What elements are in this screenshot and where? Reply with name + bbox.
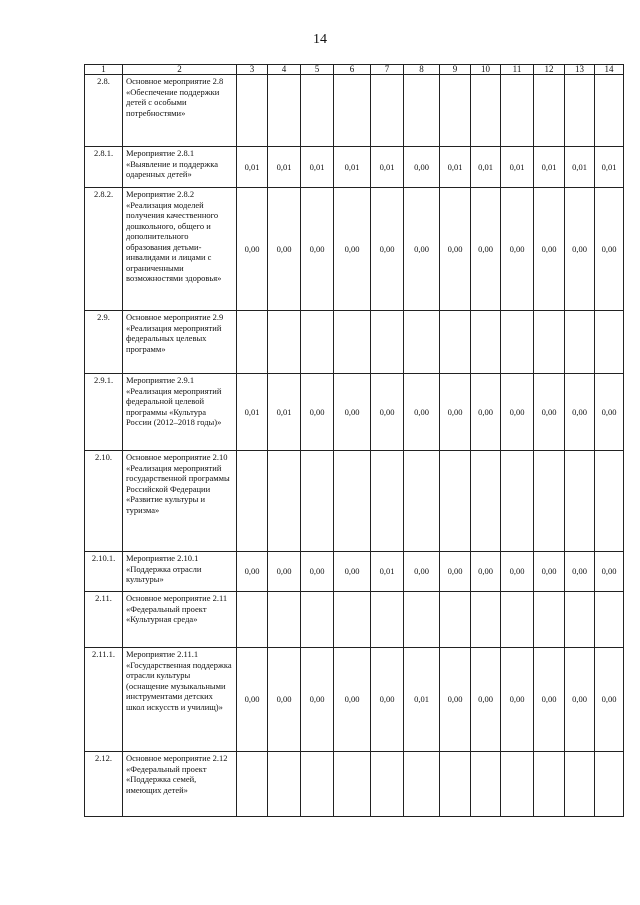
value-cell <box>334 752 371 817</box>
table-row <box>85 374 624 451</box>
value-cell: 0,00 <box>565 188 595 311</box>
value-cell: 0,00 <box>595 552 624 592</box>
row-number: 2.8. <box>85 75 123 147</box>
table-row <box>85 451 624 552</box>
value-cell <box>404 75 440 147</box>
row-title: Основное мероприятие 2.10 «Реализация мероприятий государственной программы Российской Федерации «Развитие культуры и туризма» <box>123 451 237 552</box>
value-cell <box>534 75 565 147</box>
value-cell: 0,00 <box>534 374 565 451</box>
value-cell <box>404 752 440 817</box>
value-cell <box>371 592 404 648</box>
value-cell: 0,01 <box>301 147 334 188</box>
value-cell: 0,00 <box>595 374 624 451</box>
column-header: 2 <box>123 65 237 75</box>
table-row <box>85 592 624 648</box>
row-title: Основное мероприятие 2.8 «Обеспечение поддержки детей с особыми потребностями» <box>123 75 237 147</box>
value-cell <box>334 75 371 147</box>
value-cell <box>501 752 534 817</box>
value-cell: 0,00 <box>237 552 268 592</box>
row-number: 2.8.1. <box>85 147 123 188</box>
row-number: 2.10. <box>85 451 123 552</box>
value-cell: 0,00 <box>301 374 334 451</box>
column-header: 8 <box>404 65 440 75</box>
value-cell: 0,01 <box>404 648 440 752</box>
value-cell: 0,00 <box>501 552 534 592</box>
value-cell <box>471 75 501 147</box>
row-number: 2.9. <box>85 311 123 374</box>
value-cell: 0,00 <box>471 552 501 592</box>
value-cell: 0,00 <box>404 552 440 592</box>
row-title: Мероприятие 2.10.1 «Поддержка отрасли культуры» <box>123 552 237 592</box>
value-cell <box>501 592 534 648</box>
value-cell <box>237 451 268 552</box>
value-cell <box>471 752 501 817</box>
table-header-row <box>85 65 624 75</box>
value-cell <box>595 75 624 147</box>
table-row <box>85 648 624 752</box>
column-header: 11 <box>501 65 534 75</box>
value-cell <box>237 752 268 817</box>
row-number: 2.11. <box>85 592 123 648</box>
value-cell <box>534 451 565 552</box>
value-cell: 0,01 <box>268 374 301 451</box>
value-cell: 0,00 <box>440 648 471 752</box>
table-row <box>85 552 624 592</box>
row-title: Основное мероприятие 2.11 «Федеральный проект «Культурная среда» <box>123 592 237 648</box>
value-cell <box>237 592 268 648</box>
value-cell <box>471 311 501 374</box>
column-header: 7 <box>371 65 404 75</box>
value-cell: 0,00 <box>334 188 371 311</box>
value-cell <box>440 451 471 552</box>
column-header: 14 <box>595 65 624 75</box>
column-header: 3 <box>237 65 268 75</box>
value-cell <box>534 592 565 648</box>
value-cell <box>471 451 501 552</box>
value-cell: 0,00 <box>534 188 565 311</box>
value-cell: 0,00 <box>371 374 404 451</box>
value-cell: 0,00 <box>501 374 534 451</box>
row-title: Мероприятие 2.8.2 «Реализация моделей получения качественного дошкольного, общего и дополнительного образования детьми-инвалидами и лицами с ограниченными возможностями здоровья» <box>123 188 237 311</box>
row-title: Мероприятие 2.8.1 «Выявление и поддержка одаренных детей» <box>123 147 237 188</box>
table-row <box>85 311 624 374</box>
value-cell <box>565 451 595 552</box>
value-cell <box>440 311 471 374</box>
value-cell <box>595 451 624 552</box>
row-number: 2.12. <box>85 752 123 817</box>
column-header: 1 <box>85 65 123 75</box>
value-cell: 0,01 <box>595 147 624 188</box>
value-cell <box>371 311 404 374</box>
data-table <box>84 64 624 817</box>
value-cell <box>301 752 334 817</box>
value-cell <box>371 75 404 147</box>
value-cell: 0,01 <box>501 147 534 188</box>
value-cell: 0,00 <box>334 374 371 451</box>
value-cell <box>371 451 404 552</box>
value-cell <box>440 592 471 648</box>
page-number: 14 <box>313 32 327 47</box>
value-cell <box>301 592 334 648</box>
row-title: Основное мероприятие 2.12 «Федеральный проект «Поддержка семей, имеющих детей» <box>123 752 237 817</box>
table-body <box>85 75 624 817</box>
value-cell: 0,00 <box>534 552 565 592</box>
value-cell: 0,00 <box>334 552 371 592</box>
row-title: Мероприятие 2.11.1 «Государственная поддержка отрасли культуры (оснащение музыкальными инструментами детских школ искусств и училищ)» <box>123 648 237 752</box>
value-cell: 0,00 <box>301 188 334 311</box>
value-cell <box>371 752 404 817</box>
value-cell: 0,00 <box>534 648 565 752</box>
value-cell <box>404 451 440 552</box>
value-cell: 0,01 <box>534 147 565 188</box>
value-cell <box>501 311 534 374</box>
value-cell: 0,00 <box>565 648 595 752</box>
value-cell: 0,00 <box>237 648 268 752</box>
table-row <box>85 75 624 147</box>
value-cell: 0,00 <box>501 648 534 752</box>
value-cell <box>440 752 471 817</box>
value-cell <box>565 311 595 374</box>
value-cell <box>301 75 334 147</box>
value-cell: 0,01 <box>237 147 268 188</box>
column-header: 9 <box>440 65 471 75</box>
value-cell: 0,01 <box>565 147 595 188</box>
value-cell <box>268 75 301 147</box>
row-number: 2.9.1. <box>85 374 123 451</box>
value-cell: 0,00 <box>371 648 404 752</box>
value-cell: 0,00 <box>404 374 440 451</box>
value-cell <box>565 592 595 648</box>
value-cell: 0,01 <box>471 147 501 188</box>
row-number: 2.11.1. <box>85 648 123 752</box>
value-cell: 0,00 <box>565 552 595 592</box>
value-cell <box>534 752 565 817</box>
value-cell <box>301 451 334 552</box>
value-cell <box>595 311 624 374</box>
column-header: 12 <box>534 65 565 75</box>
value-cell: 0,01 <box>371 147 404 188</box>
value-cell: 0,00 <box>471 648 501 752</box>
value-cell: 0,00 <box>404 188 440 311</box>
value-cell <box>404 311 440 374</box>
value-cell <box>334 592 371 648</box>
value-cell: 0,00 <box>565 374 595 451</box>
value-cell: 0,00 <box>268 648 301 752</box>
value-cell: 0,01 <box>334 147 371 188</box>
value-cell: 0,00 <box>440 552 471 592</box>
value-cell: 0,00 <box>471 188 501 311</box>
value-cell: 0,00 <box>334 648 371 752</box>
table-row <box>85 147 624 188</box>
value-cell: 0,00 <box>268 188 301 311</box>
row-number: 2.8.2. <box>85 188 123 311</box>
value-cell: 0,00 <box>268 552 301 592</box>
value-cell: 0,00 <box>595 188 624 311</box>
row-number: 2.10.1. <box>85 552 123 592</box>
value-cell <box>565 752 595 817</box>
value-cell <box>471 592 501 648</box>
column-header: 5 <box>301 65 334 75</box>
value-cell <box>501 75 534 147</box>
value-cell <box>534 311 565 374</box>
value-cell <box>301 311 334 374</box>
value-cell <box>237 75 268 147</box>
value-cell: 0,00 <box>301 552 334 592</box>
table-container <box>84 64 624 817</box>
value-cell: 0,01 <box>237 374 268 451</box>
column-header: 13 <box>565 65 595 75</box>
value-cell: 0,00 <box>471 374 501 451</box>
value-cell <box>404 592 440 648</box>
value-cell <box>268 311 301 374</box>
value-cell: 0,00 <box>301 648 334 752</box>
value-cell: 0,00 <box>440 188 471 311</box>
value-cell <box>334 451 371 552</box>
value-cell <box>268 592 301 648</box>
table-row <box>85 188 624 311</box>
value-cell <box>237 311 268 374</box>
row-title: Мероприятие 2.9.1 «Реализация мероприятий федеральной целевой программы «Культура России (2012–2018 годы)» <box>123 374 237 451</box>
value-cell: 0,00 <box>595 648 624 752</box>
column-header: 4 <box>268 65 301 75</box>
value-cell: 0,01 <box>371 552 404 592</box>
value-cell: 0,01 <box>268 147 301 188</box>
value-cell <box>440 75 471 147</box>
column-header: 6 <box>334 65 371 75</box>
value-cell: 0,00 <box>371 188 404 311</box>
value-cell: 0,00 <box>237 188 268 311</box>
value-cell: 0,00 <box>440 374 471 451</box>
value-cell <box>595 592 624 648</box>
value-cell: 0,00 <box>404 147 440 188</box>
value-cell <box>268 752 301 817</box>
value-cell <box>501 451 534 552</box>
value-cell: 0,00 <box>501 188 534 311</box>
value-cell: 0,01 <box>440 147 471 188</box>
value-cell <box>268 451 301 552</box>
column-header: 10 <box>471 65 501 75</box>
value-cell <box>595 752 624 817</box>
value-cell <box>334 311 371 374</box>
row-title: Основное мероприятие 2.9 «Реализация мероприятий федеральных целевых программ» <box>123 311 237 374</box>
table-row <box>85 752 624 817</box>
value-cell <box>565 75 595 147</box>
